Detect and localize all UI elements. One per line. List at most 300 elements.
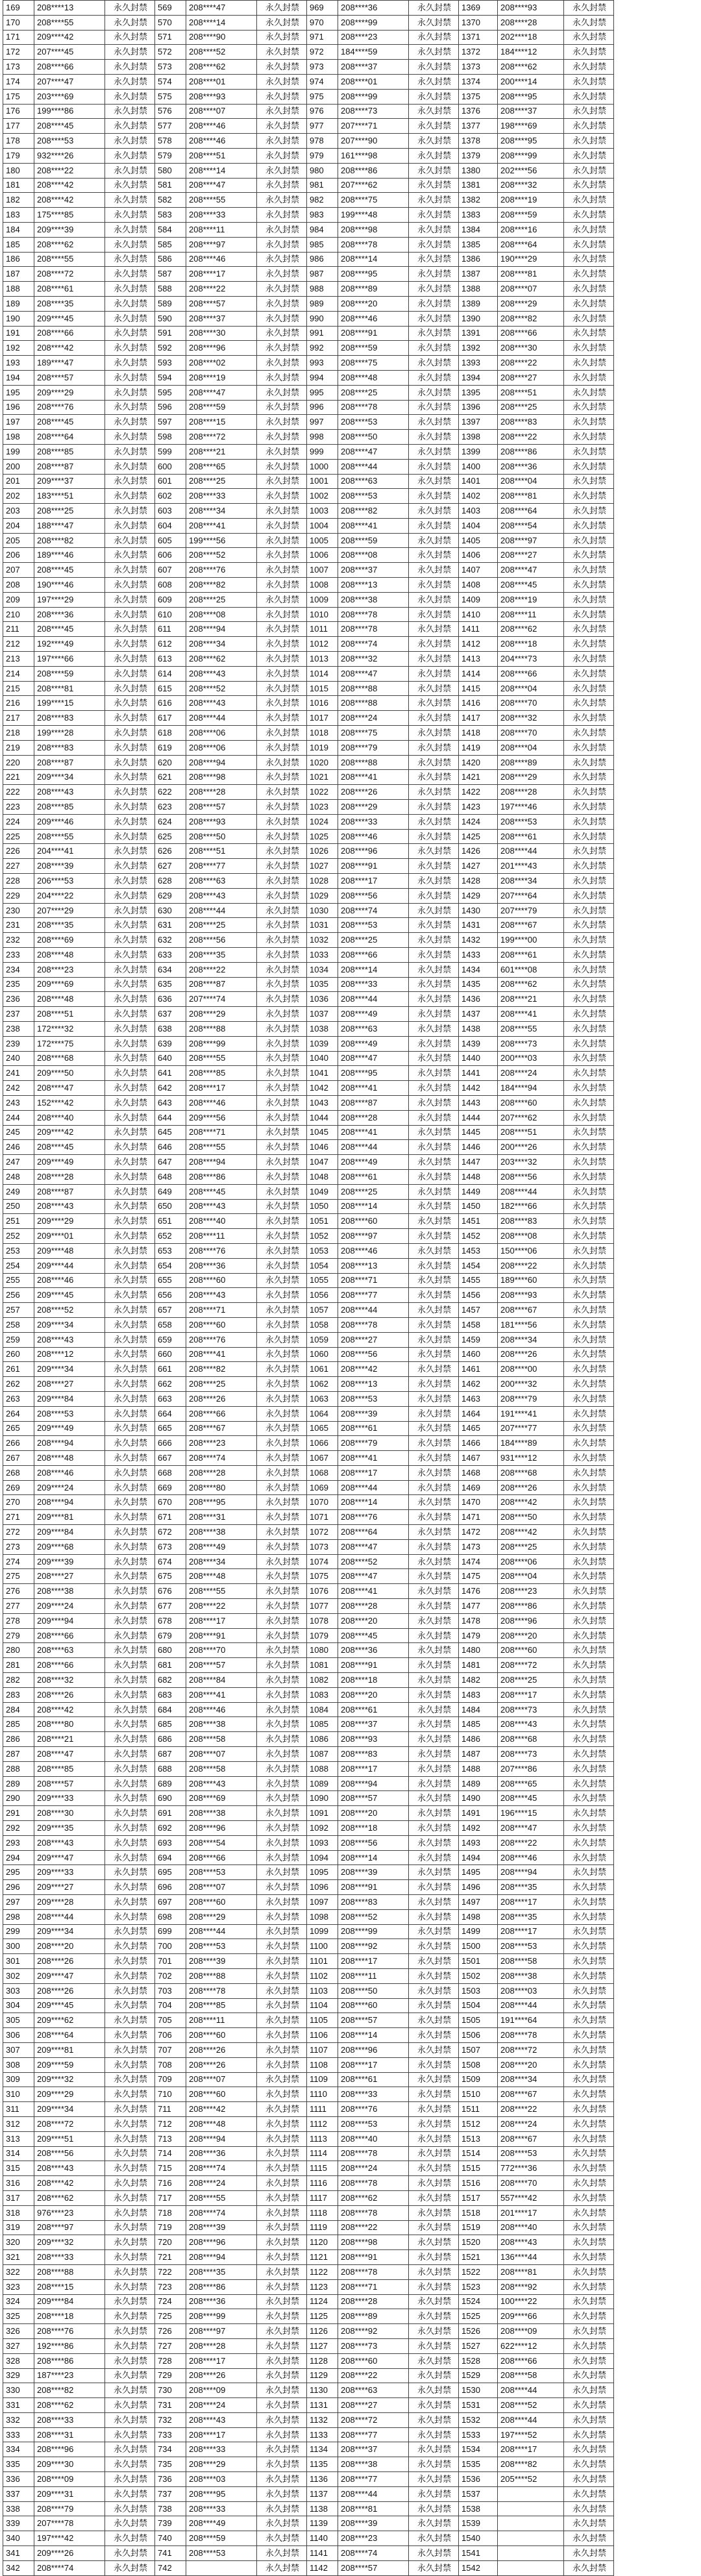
ban-status: 永久封禁 [257,518,307,533]
account-id: 208****56 [338,1347,409,1362]
ban-status: 永久封禁 [409,1510,459,1525]
account-id: 208****86 [498,1599,564,1614]
account-id: 208****91 [338,859,409,874]
row-number: 629 [155,888,186,903]
ban-status: 永久封禁 [564,1406,614,1421]
ban-status: 永久封禁 [409,193,459,208]
ban-status: 永久封禁 [409,1362,459,1377]
ban-status: 永久封禁 [564,1880,614,1895]
ban-status: 永久封禁 [105,2146,155,2161]
row-number: 188 [3,282,34,297]
row-number: 186 [3,252,34,267]
account-id: 208****04 [498,1569,564,1584]
row-number: 634 [155,962,186,977]
row-number: 635 [155,977,186,992]
account-id: 208****22 [338,2368,409,2383]
account-id: 208****33 [186,489,257,504]
account-id: 208****77 [338,2472,409,2487]
ban-status: 永久封禁 [409,2546,459,2561]
ban-status: 永久封禁 [409,430,459,445]
ban-status: 永久封禁 [257,2472,307,2487]
account-id: 208****38 [338,2457,409,2472]
row-number: 214 [3,666,34,681]
account-id: 207****86 [498,1761,564,1776]
account-id: 208****51 [186,844,257,859]
ban-status: 永久封禁 [257,1184,307,1199]
row-number: 1539 [459,2516,498,2531]
ban-status: 永久封禁 [257,1865,307,1880]
account-id: 208****81 [498,489,564,504]
ban-status: 永久封禁 [409,1184,459,1199]
row-number: 1058 [307,1317,338,1332]
account-id: 208****47 [186,178,257,193]
row-number: 1389 [459,296,498,311]
table-row [3,1599,614,1614]
row-number: 1535 [459,2457,498,2472]
account-id: 208****57 [338,1791,409,1806]
row-number: 1420 [459,755,498,770]
account-id: 208****50 [498,1510,564,1525]
row-number: 696 [155,1880,186,1895]
account-id: 208****17 [186,2427,257,2442]
ban-status: 永久封禁 [257,1081,307,1096]
ban-status: 永久封禁 [564,2072,614,2087]
row-number: 973 [307,60,338,75]
ban-status: 永久封禁 [409,208,459,223]
ban-status: 永久封禁 [564,533,614,548]
row-number: 1527 [459,2338,498,2353]
ban-status: 永久封禁 [105,2116,155,2131]
table-row [3,1761,614,1776]
account-id: 208****28 [338,1110,409,1125]
row-number: 315 [3,2161,34,2176]
row-number: 666 [155,1436,186,1451]
ban-status: 永久封禁 [105,1554,155,1569]
account-id: 209****45 [34,1998,105,2013]
account-id: 208****95 [186,2486,257,2501]
account-id [186,2560,257,2575]
account-id: 208****82 [498,311,564,326]
row-number: 174 [3,74,34,89]
account-id: 208****66 [34,326,105,341]
row-number: 1124 [307,2294,338,2309]
row-number: 1517 [459,2190,498,2205]
row-number: 708 [155,2057,186,2072]
row-number: 588 [155,282,186,297]
row-number: 252 [3,1229,34,1244]
row-number: 253 [3,1243,34,1258]
table-row [3,1909,614,1924]
row-number: 670 [155,1495,186,1510]
row-number: 1448 [459,1169,498,1184]
ban-status: 永久封禁 [105,2412,155,2427]
ban-status: 永久封禁 [105,2190,155,2205]
account-id: 208****43 [34,1199,105,1214]
ban-status: 永久封禁 [257,148,307,163]
account-id: 208****57 [186,800,257,815]
row-number: 1522 [459,2264,498,2279]
account-id: 208****04 [498,740,564,755]
row-number: 285 [3,1717,34,1732]
row-number: 1447 [459,1155,498,1170]
ban-status: 永久封禁 [105,874,155,889]
ban-status: 永久封禁 [564,45,614,60]
row-number: 609 [155,592,186,607]
ban-status: 永久封禁 [105,1347,155,1362]
account-id: 208****78 [186,1983,257,1998]
ban-status: 永久封禁 [257,1317,307,1332]
account-id: 208****34 [498,1332,564,1347]
ban-status: 永久封禁 [409,1850,459,1865]
ban-status: 永久封禁 [105,740,155,755]
ban-status: 永久封禁 [257,45,307,60]
row-number: 1428 [459,874,498,889]
row-number: 639 [155,1036,186,1051]
row-number: 1509 [459,2072,498,2087]
account-id: 184****59 [338,45,409,60]
account-id: 208****47 [338,1051,409,1066]
ban-status: 永久封禁 [409,2235,459,2250]
ban-status: 永久封禁 [564,755,614,770]
ban-status: 永久封禁 [257,2294,307,2309]
row-number: 1376 [459,104,498,119]
row-number: 617 [155,711,186,726]
row-number: 1514 [459,2146,498,2161]
account-id: 208****83 [338,1895,409,1910]
row-number: 624 [155,814,186,829]
ban-status: 永久封禁 [409,148,459,163]
table-row [3,2146,614,2161]
row-number: 1433 [459,948,498,963]
row-number: 264 [3,1406,34,1421]
row-number: 255 [3,1273,34,1288]
ban-status: 永久封禁 [257,296,307,311]
row-number: 727 [155,2338,186,2353]
account-id: 208****66 [338,948,409,963]
account-id: 208****43 [34,785,105,800]
ban-status: 永久封禁 [409,415,459,430]
ban-status: 永久封禁 [105,1095,155,1110]
row-number: 227 [3,859,34,874]
row-number: 589 [155,296,186,311]
ban-status: 永久封禁 [257,903,307,918]
table-row [3,296,614,311]
ban-status: 永久封禁 [257,326,307,341]
account-id: 208****01 [186,74,257,89]
row-number: 1407 [459,563,498,578]
account-id: 200****14 [498,74,564,89]
account-id: 208****16 [498,222,564,237]
row-number: 715 [155,2161,186,2176]
account-id: 208****97 [34,2220,105,2235]
row-number: 1455 [459,1273,498,1288]
row-number: 316 [3,2176,34,2191]
ban-status: 永久封禁 [257,711,307,726]
ban-status: 永久封禁 [564,163,614,178]
ban-status: 永久封禁 [564,2398,614,2413]
row-number: 1098 [307,1909,338,1924]
row-number: 331 [3,2398,34,2413]
account-id: 208****47 [338,666,409,681]
ban-status: 永久封禁 [409,2412,459,2427]
account-id: 208****35 [498,1909,564,1924]
table-row [3,1480,614,1495]
ban-status: 永久封禁 [564,1732,614,1747]
ban-status: 永久封禁 [257,1835,307,1850]
row-number: 318 [3,2205,34,2220]
row-number: 1063 [307,1391,338,1406]
account-id: 208****84 [186,1673,257,1688]
account-id: 208****45 [498,578,564,593]
ban-status: 永久封禁 [257,89,307,104]
table-row [3,1968,614,1983]
ban-status: 永久封禁 [257,504,307,519]
ban-status: 永久封禁 [564,859,614,874]
row-number: 325 [3,2309,34,2324]
ban-status: 永久封禁 [409,1081,459,1096]
account-id: 208****47 [186,385,257,400]
ban-status: 永久封禁 [409,1436,459,1451]
ban-status: 永久封禁 [105,2176,155,2191]
ban-status: 永久封禁 [409,2472,459,2487]
account-id: 208****60 [186,2028,257,2043]
ban-status: 永久封禁 [564,60,614,75]
account-id [498,2501,564,2516]
row-number: 1434 [459,962,498,977]
account-id: 208****96 [338,2042,409,2057]
ban-status: 永久封禁 [409,296,459,311]
row-number: 257 [3,1303,34,1318]
row-number: 1104 [307,1998,338,2013]
ban-status: 永久封禁 [257,2457,307,2472]
account-id: 150****06 [498,1243,564,1258]
table-row [3,903,614,918]
ban-status: 永久封禁 [564,311,614,326]
row-number: 320 [3,2235,34,2250]
account-id: 208****48 [338,370,409,385]
account-id: 208****36 [186,1258,257,1273]
ban-status: 永久封禁 [409,1539,459,1554]
account-id: 209****81 [34,1510,105,1525]
account-id: 207****62 [498,1110,564,1125]
row-number: 972 [307,45,338,60]
ban-status: 永久封禁 [105,296,155,311]
row-number: 1481 [459,1658,498,1673]
row-number: 1139 [307,2516,338,2531]
account-id: 208****43 [498,2235,564,2250]
ban-status: 永久封禁 [409,2190,459,2205]
account-id: 208****33 [34,2250,105,2265]
row-number: 1073 [307,1539,338,1554]
ban-status: 永久封禁 [105,2235,155,2250]
account-id: 208****82 [186,578,257,593]
row-number: 235 [3,977,34,992]
account-id: 208****00 [498,1362,564,1377]
account-id: 208****35 [498,1880,564,1895]
table-row [3,1303,614,1318]
ban-status: 永久封禁 [257,592,307,607]
row-number: 975 [307,89,338,104]
table-row [3,1,614,16]
row-number: 1382 [459,193,498,208]
account-id: 208****48 [34,1451,105,1466]
ban-status: 永久封禁 [564,800,614,815]
account-id: 208****30 [186,326,257,341]
ban-status: 永久封禁 [257,1051,307,1066]
account-id: 209****24 [34,1599,105,1614]
ban-status: 永久封禁 [105,2087,155,2102]
row-number: 262 [3,1377,34,1392]
account-id: 208****13 [338,1377,409,1392]
ban-status: 永久封禁 [564,948,614,963]
account-id: 208****60 [338,1214,409,1229]
account-id: 208****64 [34,2028,105,2043]
ban-status: 永久封禁 [564,178,614,193]
row-number: 1100 [307,1939,338,1954]
ban-status: 永久封禁 [409,134,459,149]
table-row [3,311,614,326]
ban-status: 永久封禁 [105,800,155,815]
ban-status: 永久封禁 [564,2116,614,2131]
account-id: 208****80 [186,1480,257,1495]
account-id: 208****99 [498,148,564,163]
account-id: 208****27 [34,1569,105,1584]
account-id: 209****45 [34,311,105,326]
row-number: 970 [307,15,338,30]
account-id: 208****42 [34,193,105,208]
row-number: 210 [3,607,34,622]
row-number: 1454 [459,1258,498,1273]
ban-status: 永久封禁 [257,2501,307,2516]
ban-list-table [3,0,614,2576]
account-id: 209****51 [34,2131,105,2146]
account-id: 208****28 [498,15,564,30]
ban-status: 永久封禁 [564,193,614,208]
ban-status: 永久封禁 [257,489,307,504]
row-number: 1485 [459,1717,498,1732]
ban-status: 永久封禁 [409,548,459,563]
row-number: 1131 [307,2398,338,2413]
row-number: 1027 [307,859,338,874]
ban-status: 永久封禁 [564,1436,614,1451]
ban-status: 永久封禁 [257,311,307,326]
account-id: 208****03 [186,2472,257,2487]
account-id: 208****78 [338,237,409,252]
row-number: 1483 [459,1687,498,1702]
ban-status: 永久封禁 [564,148,614,163]
row-number: 175 [3,89,34,104]
row-number: 1429 [459,888,498,903]
ban-status: 永久封禁 [257,2220,307,2235]
account-id: 208****96 [186,2235,257,2250]
ban-status: 永久封禁 [105,2324,155,2339]
account-id: 208****87 [34,755,105,770]
ban-status: 永久封禁 [257,1199,307,1214]
row-number: 319 [3,2220,34,2235]
account-id: 208****12 [34,1347,105,1362]
ban-status: 永久封禁 [105,1687,155,1702]
row-number: 1128 [307,2353,338,2368]
row-number: 659 [155,1332,186,1347]
row-number: 736 [155,2472,186,2487]
account-id: 208****11 [186,222,257,237]
account-id: 208****13 [338,578,409,593]
row-number: 340 [3,2531,34,2546]
account-id: 208****27 [498,370,564,385]
ban-status: 永久封禁 [564,2368,614,2383]
account-id: 208****46 [34,1273,105,1288]
ban-status: 永久封禁 [564,2457,614,2472]
row-number: 288 [3,1761,34,1776]
row-number: 1465 [459,1421,498,1436]
ban-status: 永久封禁 [257,1717,307,1732]
account-id: 205****52 [498,2472,564,2487]
account-id: 209****47 [34,1968,105,1983]
account-id: 208****41 [186,1347,257,1362]
account-id: 208****89 [498,755,564,770]
account-id: 208****22 [186,282,257,297]
ban-status: 永久封禁 [105,2131,155,2146]
account-id: 199****56 [186,533,257,548]
row-number: 983 [307,208,338,223]
row-number: 1107 [307,2042,338,2057]
account-id: 208****69 [34,933,105,948]
ban-status: 永久封禁 [564,2472,614,2487]
account-id: 209****62 [34,2013,105,2028]
account-id: 208****33 [186,2501,257,2516]
row-number: 1533 [459,2427,498,2442]
row-number: 587 [155,267,186,282]
row-number: 171 [3,30,34,45]
account-id: 208****47 [186,1,257,16]
row-number: 334 [3,2442,34,2457]
row-number: 1083 [307,1687,338,1702]
ban-status: 永久封禁 [105,1599,155,1614]
account-id: 136****44 [498,2250,564,2265]
row-number: 1392 [459,341,498,356]
account-id: 208****34 [498,874,564,889]
ban-status: 永久封禁 [105,504,155,519]
row-number: 665 [155,1421,186,1436]
ban-status: 永久封禁 [564,1155,614,1170]
ban-status: 永久封禁 [257,652,307,667]
ban-status: 永久封禁 [564,119,614,134]
table-row [3,267,614,282]
row-number: 222 [3,785,34,800]
account-id: 209****45 [34,1288,105,1303]
account-id: 208****61 [338,1702,409,1717]
account-id: 172****32 [34,1021,105,1036]
ban-status: 永久封禁 [564,829,614,844]
ban-status: 永久封禁 [257,1436,307,1451]
ban-status: 永久封禁 [409,681,459,696]
row-number: 611 [155,622,186,637]
account-id: 208****37 [186,311,257,326]
row-number: 615 [155,681,186,696]
ban-status: 永久封禁 [409,1924,459,1939]
ban-status: 永久封禁 [105,1480,155,1495]
ban-status: 永久封禁 [105,1199,155,1214]
account-id: 208****52 [338,1554,409,1569]
row-number: 1006 [307,548,338,563]
ban-status: 永久封禁 [105,2013,155,2028]
ban-status: 永久封禁 [105,2072,155,2087]
row-number: 1125 [307,2309,338,2324]
account-id: 208****21 [34,1732,105,1747]
row-number: 683 [155,1687,186,1702]
account-id: 208****22 [498,1835,564,1850]
ban-status: 永久封禁 [257,252,307,267]
